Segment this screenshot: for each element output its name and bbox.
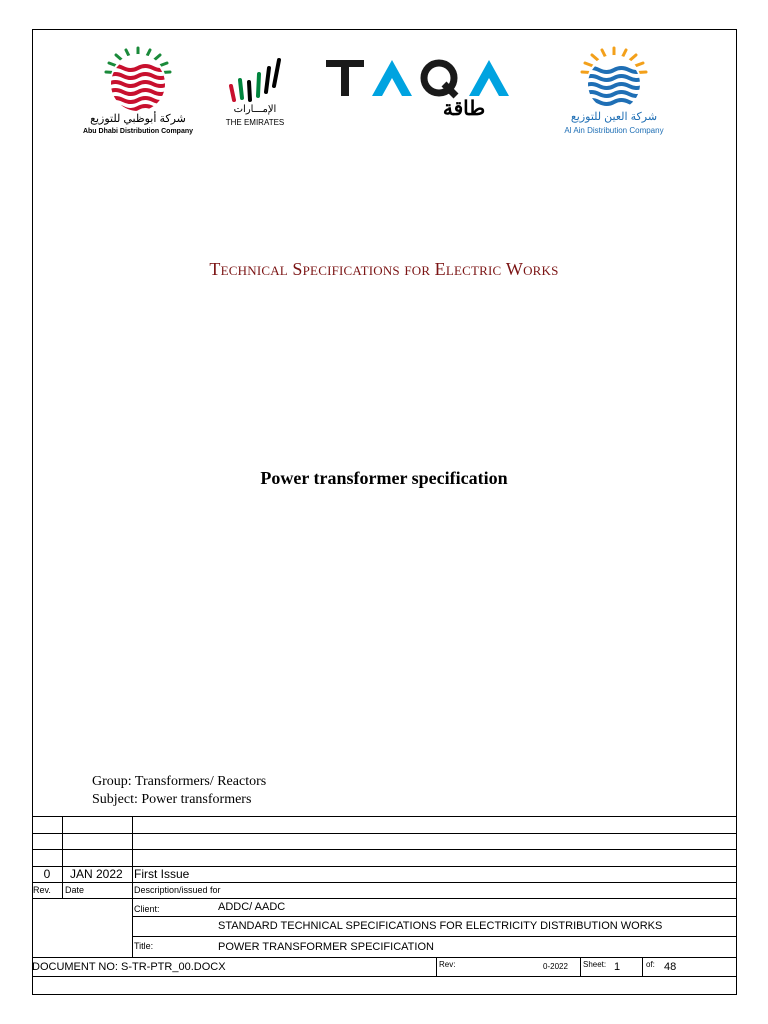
page-frame xyxy=(32,29,737,995)
aadc-emblem-icon xyxy=(554,44,674,108)
title-label: Title: xyxy=(134,941,154,951)
aadc-english-name: Al Ain Distribution Company xyxy=(564,126,664,135)
document-title: Power transformer specification xyxy=(260,468,508,488)
addc-logo xyxy=(78,44,198,140)
taqa-arabic-name: طاقة xyxy=(442,98,486,120)
emirates-english-name: THE EMIRATES xyxy=(225,118,285,127)
emirates-arabic-name: الإمـــارات xyxy=(233,104,277,115)
taqa-logo xyxy=(324,56,514,120)
client-value: ADDC/ AADC xyxy=(218,901,286,913)
emirates-logo xyxy=(222,56,288,132)
client-label: Client: xyxy=(134,904,160,914)
aadc-arabic-name: شركة العين للتوزيع xyxy=(570,111,658,123)
rev-value: 0-2022 xyxy=(543,962,568,971)
subject-line: Subject: Power transformers xyxy=(92,792,252,807)
revision-date: JAN 2022 xyxy=(70,867,123,881)
revision-number: 0 xyxy=(43,867,51,881)
technical-specifications-heading: TECHNICAL SPECIFICATIONS FOR ELECTRIC WORKS xyxy=(209,259,559,279)
aadc-logo xyxy=(554,44,674,140)
header-date: Date xyxy=(65,885,85,895)
title-value: POWER TRANSFORMER SPECIFICATION xyxy=(218,941,434,953)
sheet-value: 1 xyxy=(614,961,621,973)
sheet-label: Sheet: xyxy=(583,960,607,969)
of-label: of: xyxy=(646,960,655,969)
rev-label: Rev: xyxy=(439,960,456,969)
addc-english-name: Abu Dhabi Distribution Company xyxy=(82,128,194,135)
group-line: Group: Transformers/ Reactors xyxy=(92,774,267,789)
of-value: 48 xyxy=(664,961,677,973)
document-number: DOCUMENT NO: S-TR-PTR_00.DOCX xyxy=(32,961,226,973)
revision-description: First Issue xyxy=(134,867,190,881)
header-description: Description/issued for xyxy=(134,885,221,895)
addc-arabic-name: شركة أبوظبي للتوزيع xyxy=(90,113,186,125)
emirates-emblem-icon xyxy=(222,56,288,104)
addc-emblem-icon xyxy=(78,44,198,112)
standard-line: STANDARD TECHNICAL SPECIFICATIONS FOR ELECTRICITY DISTRIBUTION WORKS xyxy=(218,920,663,932)
header-rev: Rev. xyxy=(33,885,51,895)
